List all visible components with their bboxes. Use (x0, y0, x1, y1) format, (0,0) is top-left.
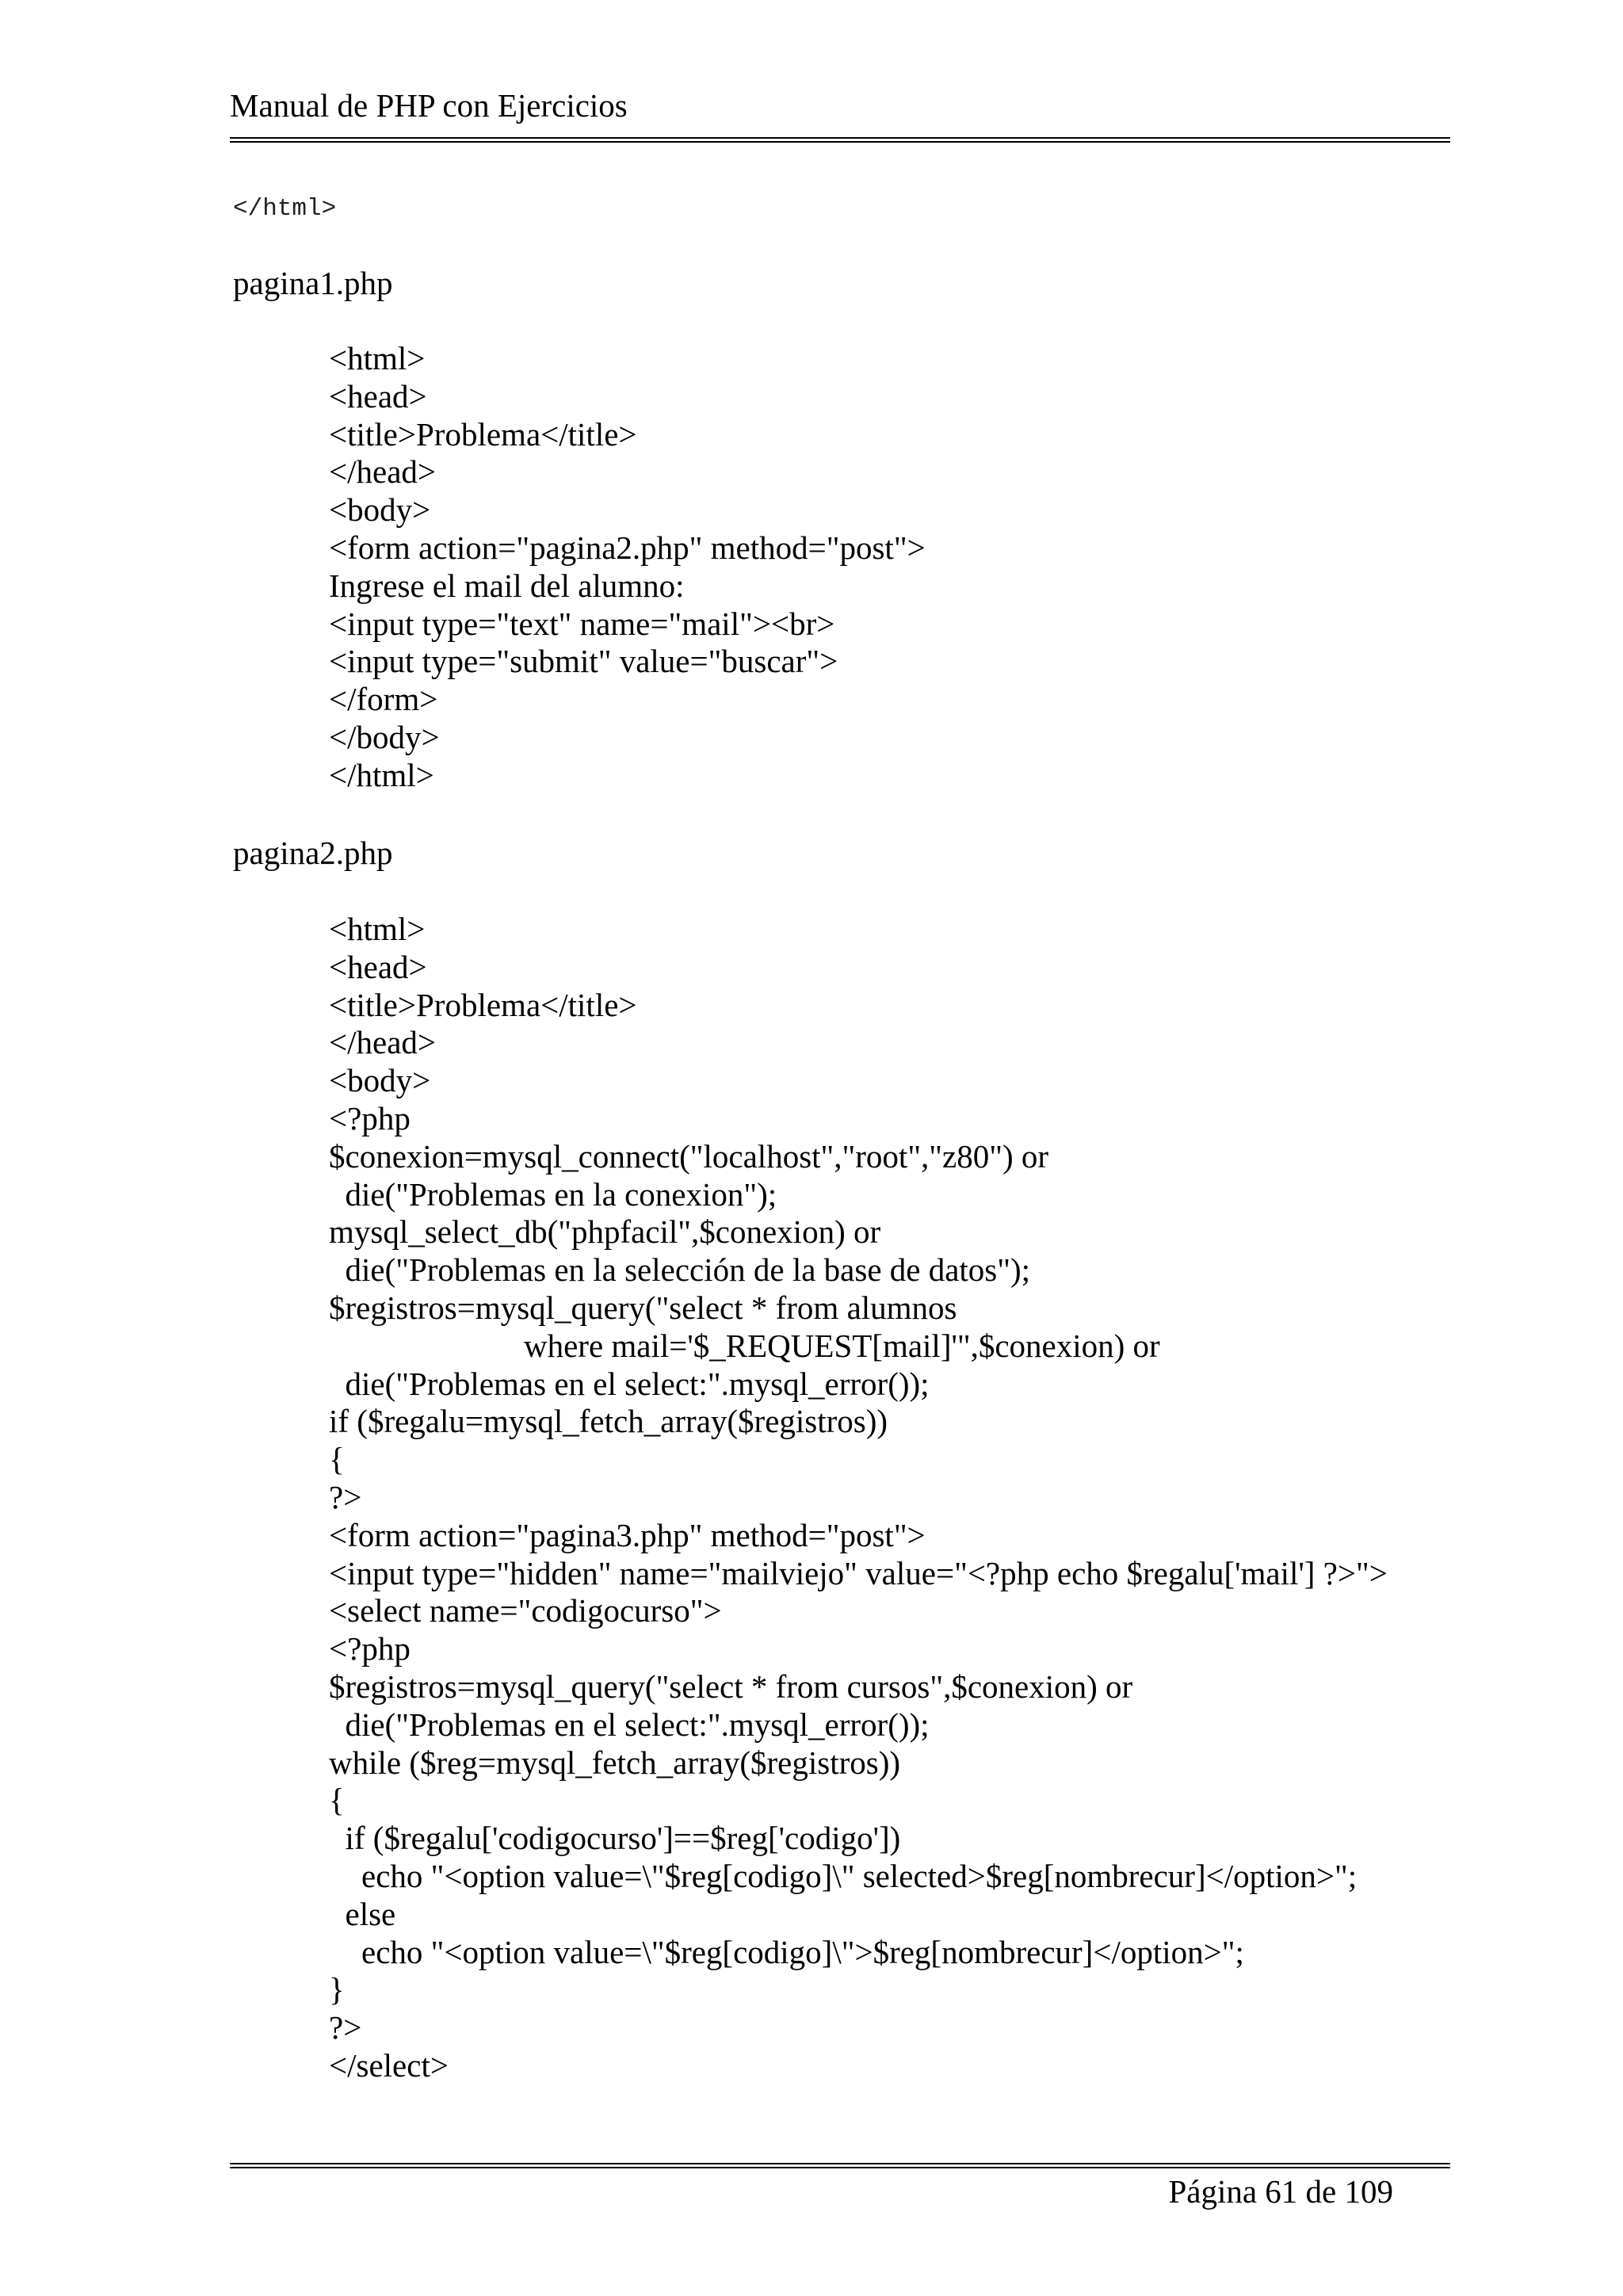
code-line: <select name="codigocurso"> (329, 1592, 722, 1629)
code-line: echo "<option value=\"$reg[codigo]\">$reg[nombrecur]</option>"; (329, 1933, 1244, 1970)
code-line: Ingrese el mail del alumno: (329, 567, 685, 604)
code-line: <input type="text" name="mail"><br> (329, 605, 835, 642)
code-line: </head> (329, 453, 437, 491)
code-line: while ($reg=mysql_fetch_array($registros)) (329, 1744, 901, 1781)
code-line: echo "<option value=\"$reg[codigo]\" selected>$reg[nombrecur]</option>"; (329, 1857, 1358, 1894)
code-line: <title>Problema</title> (329, 986, 637, 1023)
code-line: <?php (329, 1630, 411, 1668)
code-line: <body> (329, 491, 431, 529)
page-header (230, 86, 1450, 125)
code-line: <form action="pagina2.php" method="post"> (329, 529, 926, 566)
code-line: die("Problemas en el select:".mysql_error()); (329, 1706, 930, 1743)
footer-rule (230, 2163, 1450, 2168)
code-line: <html> (329, 340, 426, 376)
code-line: die("Problemas en la selección de la base de datos"); (329, 1251, 1031, 1289)
code-line: </select> (329, 2046, 449, 2084)
code-line: } (329, 1971, 345, 2008)
code-line: die("Problemas en la conexion"); (329, 1175, 777, 1213)
code-line: <title>Problema</title> (329, 415, 637, 453)
code-line: mysql_select_db("phpfacil",$conexion) or (329, 1213, 881, 1251)
header-rule (230, 137, 1450, 143)
code-line: <head> (329, 948, 427, 985)
code-line: if ($regalu=mysql_fetch_array($registros)) (329, 1403, 888, 1440)
document-title: Manual de PHP con Ejercicios (230, 87, 628, 124)
code-listing-pagina2 (329, 911, 1388, 2085)
code-line: <input type="hidden" name="mailviejo" value="<?php echo $regalu['mail'] ?>"> (329, 1554, 1388, 1591)
section-filename-pagina2: pagina2.php (233, 835, 393, 871)
code-line: $conexion=mysql_connect("localhost","root","z80") or (329, 1137, 1049, 1175)
code-line: $registros=mysql_query("select * from cursos",$conexion) or (329, 1668, 1133, 1705)
code-line: <html> (329, 911, 426, 947)
continuation-code-line: </html> (233, 195, 337, 223)
code-line: $registros=mysql_query("select * from alumnos (329, 1289, 957, 1326)
section-filename-pagina1: pagina1.php (233, 265, 393, 301)
code-line: if ($regalu['codigocurso']==$reg['codigo']) (329, 1820, 901, 1857)
code-line: { (329, 1441, 345, 1478)
code-line: <head> (329, 377, 427, 415)
code-line: <input type="submit" value="buscar"> (329, 643, 838, 680)
code-listing-pagina1 (329, 340, 926, 795)
code-line: else (329, 1895, 396, 1932)
code-line: { (329, 1782, 345, 1819)
code-line: <?php (329, 1099, 411, 1137)
code-line: </body> (329, 718, 440, 755)
code-line: ?> (329, 2009, 362, 2046)
code-line: where mail='$_REQUEST[mail]'",$conexion) or (329, 1327, 1160, 1364)
code-line: ?> (329, 1478, 362, 1515)
code-line: </form> (329, 681, 438, 718)
page-number: Página 61 de 109 (1168, 2173, 1393, 2210)
code-line: <body> (329, 1062, 431, 1099)
code-line: <form action="pagina3.php" method="post"> (329, 1516, 926, 1553)
code-line: </head> (329, 1024, 437, 1061)
code-line: die("Problemas en el select:".mysql_error()); (329, 1365, 930, 1402)
code-line: </html> (329, 756, 434, 793)
